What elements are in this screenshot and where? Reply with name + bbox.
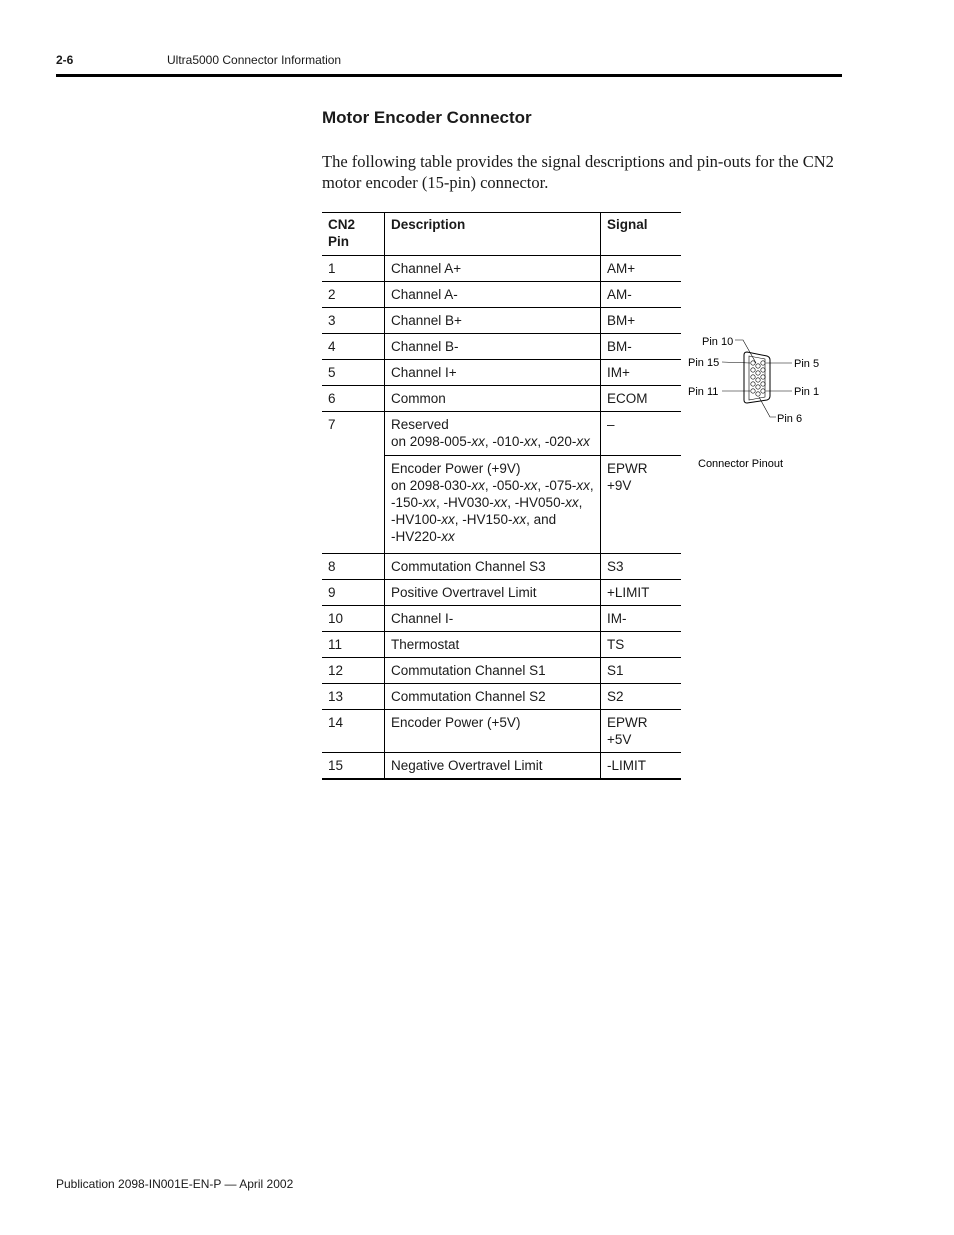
col-header-pin: CN2 Pin	[322, 213, 385, 256]
pin-6	[756, 392, 760, 396]
header-rule	[56, 74, 842, 77]
pin-cell: 12	[322, 658, 385, 684]
pin-13	[751, 375, 755, 379]
power-models: -150-xx, -HV030-xx, -HV050-xx,	[391, 495, 583, 510]
signal-cell: S2	[601, 684, 682, 710]
pin-1	[761, 389, 765, 393]
table-row	[322, 554, 681, 580]
table-header-row	[322, 213, 681, 256]
description-cell: Negative Overtravel Limit	[385, 753, 601, 780]
pin-cell: 11	[322, 632, 385, 658]
table-row	[322, 580, 681, 606]
pin-11	[751, 389, 755, 393]
description-cell: Channel I+	[385, 360, 601, 386]
col-header-signal: Signal	[601, 213, 682, 256]
description-cell: Common	[385, 386, 601, 412]
running-title: Ultra5000 Connector Information	[167, 53, 342, 67]
label-pin15: Pin 15	[688, 357, 720, 369]
section-title: Motor Encoder Connector	[322, 108, 532, 127]
signal-cell: BM+	[601, 308, 682, 334]
description-cell: Positive Overtravel Limit	[385, 580, 601, 606]
pin-3	[761, 375, 765, 379]
pin-12	[751, 382, 755, 386]
signal-cell: AM+	[601, 256, 682, 282]
signal-cell: ECOM	[601, 386, 682, 412]
table-row	[322, 684, 681, 710]
power-models: -HV220-xx	[391, 529, 455, 544]
signal-cell: IM-	[601, 606, 682, 632]
signal-cell: IM+	[601, 360, 682, 386]
power-label: Encoder Power (+9V)	[391, 461, 521, 476]
table-row	[322, 308, 681, 334]
signal-cell: EPWR +5V	[601, 710, 682, 753]
leader-lines	[722, 340, 792, 417]
pin-7	[756, 385, 760, 389]
table-row	[322, 632, 681, 658]
reserved-label: Reserved	[391, 417, 449, 432]
pin-cell: 14	[322, 710, 385, 753]
description-cell: Channel I-	[385, 606, 601, 632]
page-number: 2-6	[56, 53, 74, 67]
pin-15	[751, 361, 755, 365]
pin-8	[756, 378, 760, 382]
pin-cell: 5	[322, 360, 385, 386]
pin-cell: 9	[322, 580, 385, 606]
pin-cell: 3	[322, 308, 385, 334]
pin-cell: 1	[322, 256, 385, 282]
pin-4	[761, 368, 765, 372]
description-cell: Channel A-	[385, 282, 601, 308]
signal-cell: EPWR +9V	[601, 456, 682, 554]
reserved-models: on 2098-005-xx, -010-xx, -020-xx	[391, 434, 590, 449]
label-pin10: Pin 10	[702, 336, 734, 348]
description-cell	[385, 456, 601, 554]
pin-cell: 6	[322, 386, 385, 412]
description-cell: Commutation Channel S2	[385, 684, 601, 710]
pinout-table	[322, 212, 681, 780]
signal-cell: -LIMIT	[601, 753, 682, 780]
pin-10	[756, 364, 760, 368]
pin-cell: 2	[322, 282, 385, 308]
description-cell: Commutation Channel S3	[385, 554, 601, 580]
connector-shell	[744, 352, 770, 403]
col-header-description: Description	[385, 213, 601, 256]
table-row	[322, 710, 681, 753]
table-row	[322, 256, 681, 282]
pin-cell: 13	[322, 684, 385, 710]
power-models: -HV100-xx, -HV150-xx, and	[391, 512, 557, 527]
description-cell: Channel B+	[385, 308, 601, 334]
signal-cell: TS	[601, 632, 682, 658]
pin-cell: 15	[322, 753, 385, 780]
pin-cell: 4	[322, 334, 385, 360]
pin-cell: 8	[322, 554, 385, 580]
table-row	[322, 386, 681, 412]
description-cell: Channel A+	[385, 256, 601, 282]
pin-9	[756, 371, 760, 375]
pin-cell: 7	[322, 412, 385, 554]
table-row	[322, 360, 681, 386]
power-models: on 2098-030-xx, -050-xx, -075-xx,	[391, 478, 594, 493]
description-cell: Commutation Channel S1	[385, 658, 601, 684]
connector-pinout-figure	[680, 330, 840, 480]
pin-2	[761, 382, 765, 386]
table-row	[322, 606, 681, 632]
table-row-pin7-reserved	[322, 412, 681, 456]
pin-14	[751, 368, 755, 372]
table-row	[322, 334, 681, 360]
label-pin1: Pin 1	[794, 386, 820, 398]
description-cell: Encoder Power (+5V)	[385, 710, 601, 753]
table-row	[322, 658, 681, 684]
description-cell: Thermostat	[385, 632, 601, 658]
signal-cell: AM-	[601, 282, 682, 308]
pin-cell: 10	[322, 606, 385, 632]
footer-publication: Publication 2098-IN001E-EN-P — April 2002	[56, 1177, 294, 1191]
label-pin5: Pin 5	[794, 358, 820, 370]
signal-cell: +LIMIT	[601, 580, 682, 606]
pin-5	[761, 361, 765, 365]
table-row	[322, 753, 681, 780]
label-pin11: Pin 11	[688, 386, 719, 398]
description-cell	[385, 412, 601, 456]
description-cell: Channel B-	[385, 334, 601, 360]
signal-cell: S3	[601, 554, 682, 580]
table-row	[322, 282, 681, 308]
intro-paragraph: The following table provides the signal descriptions and pin-outs for the CN2 motor encoder (15-pin) connector.	[322, 152, 834, 192]
label-pin6: Pin 6	[777, 413, 803, 425]
connector-pins	[751, 361, 765, 396]
signal-cell: S1	[601, 658, 682, 684]
figure-caption: Connector Pinout	[698, 458, 783, 470]
signal-cell: BM-	[601, 334, 682, 360]
signal-cell: –	[601, 412, 682, 456]
